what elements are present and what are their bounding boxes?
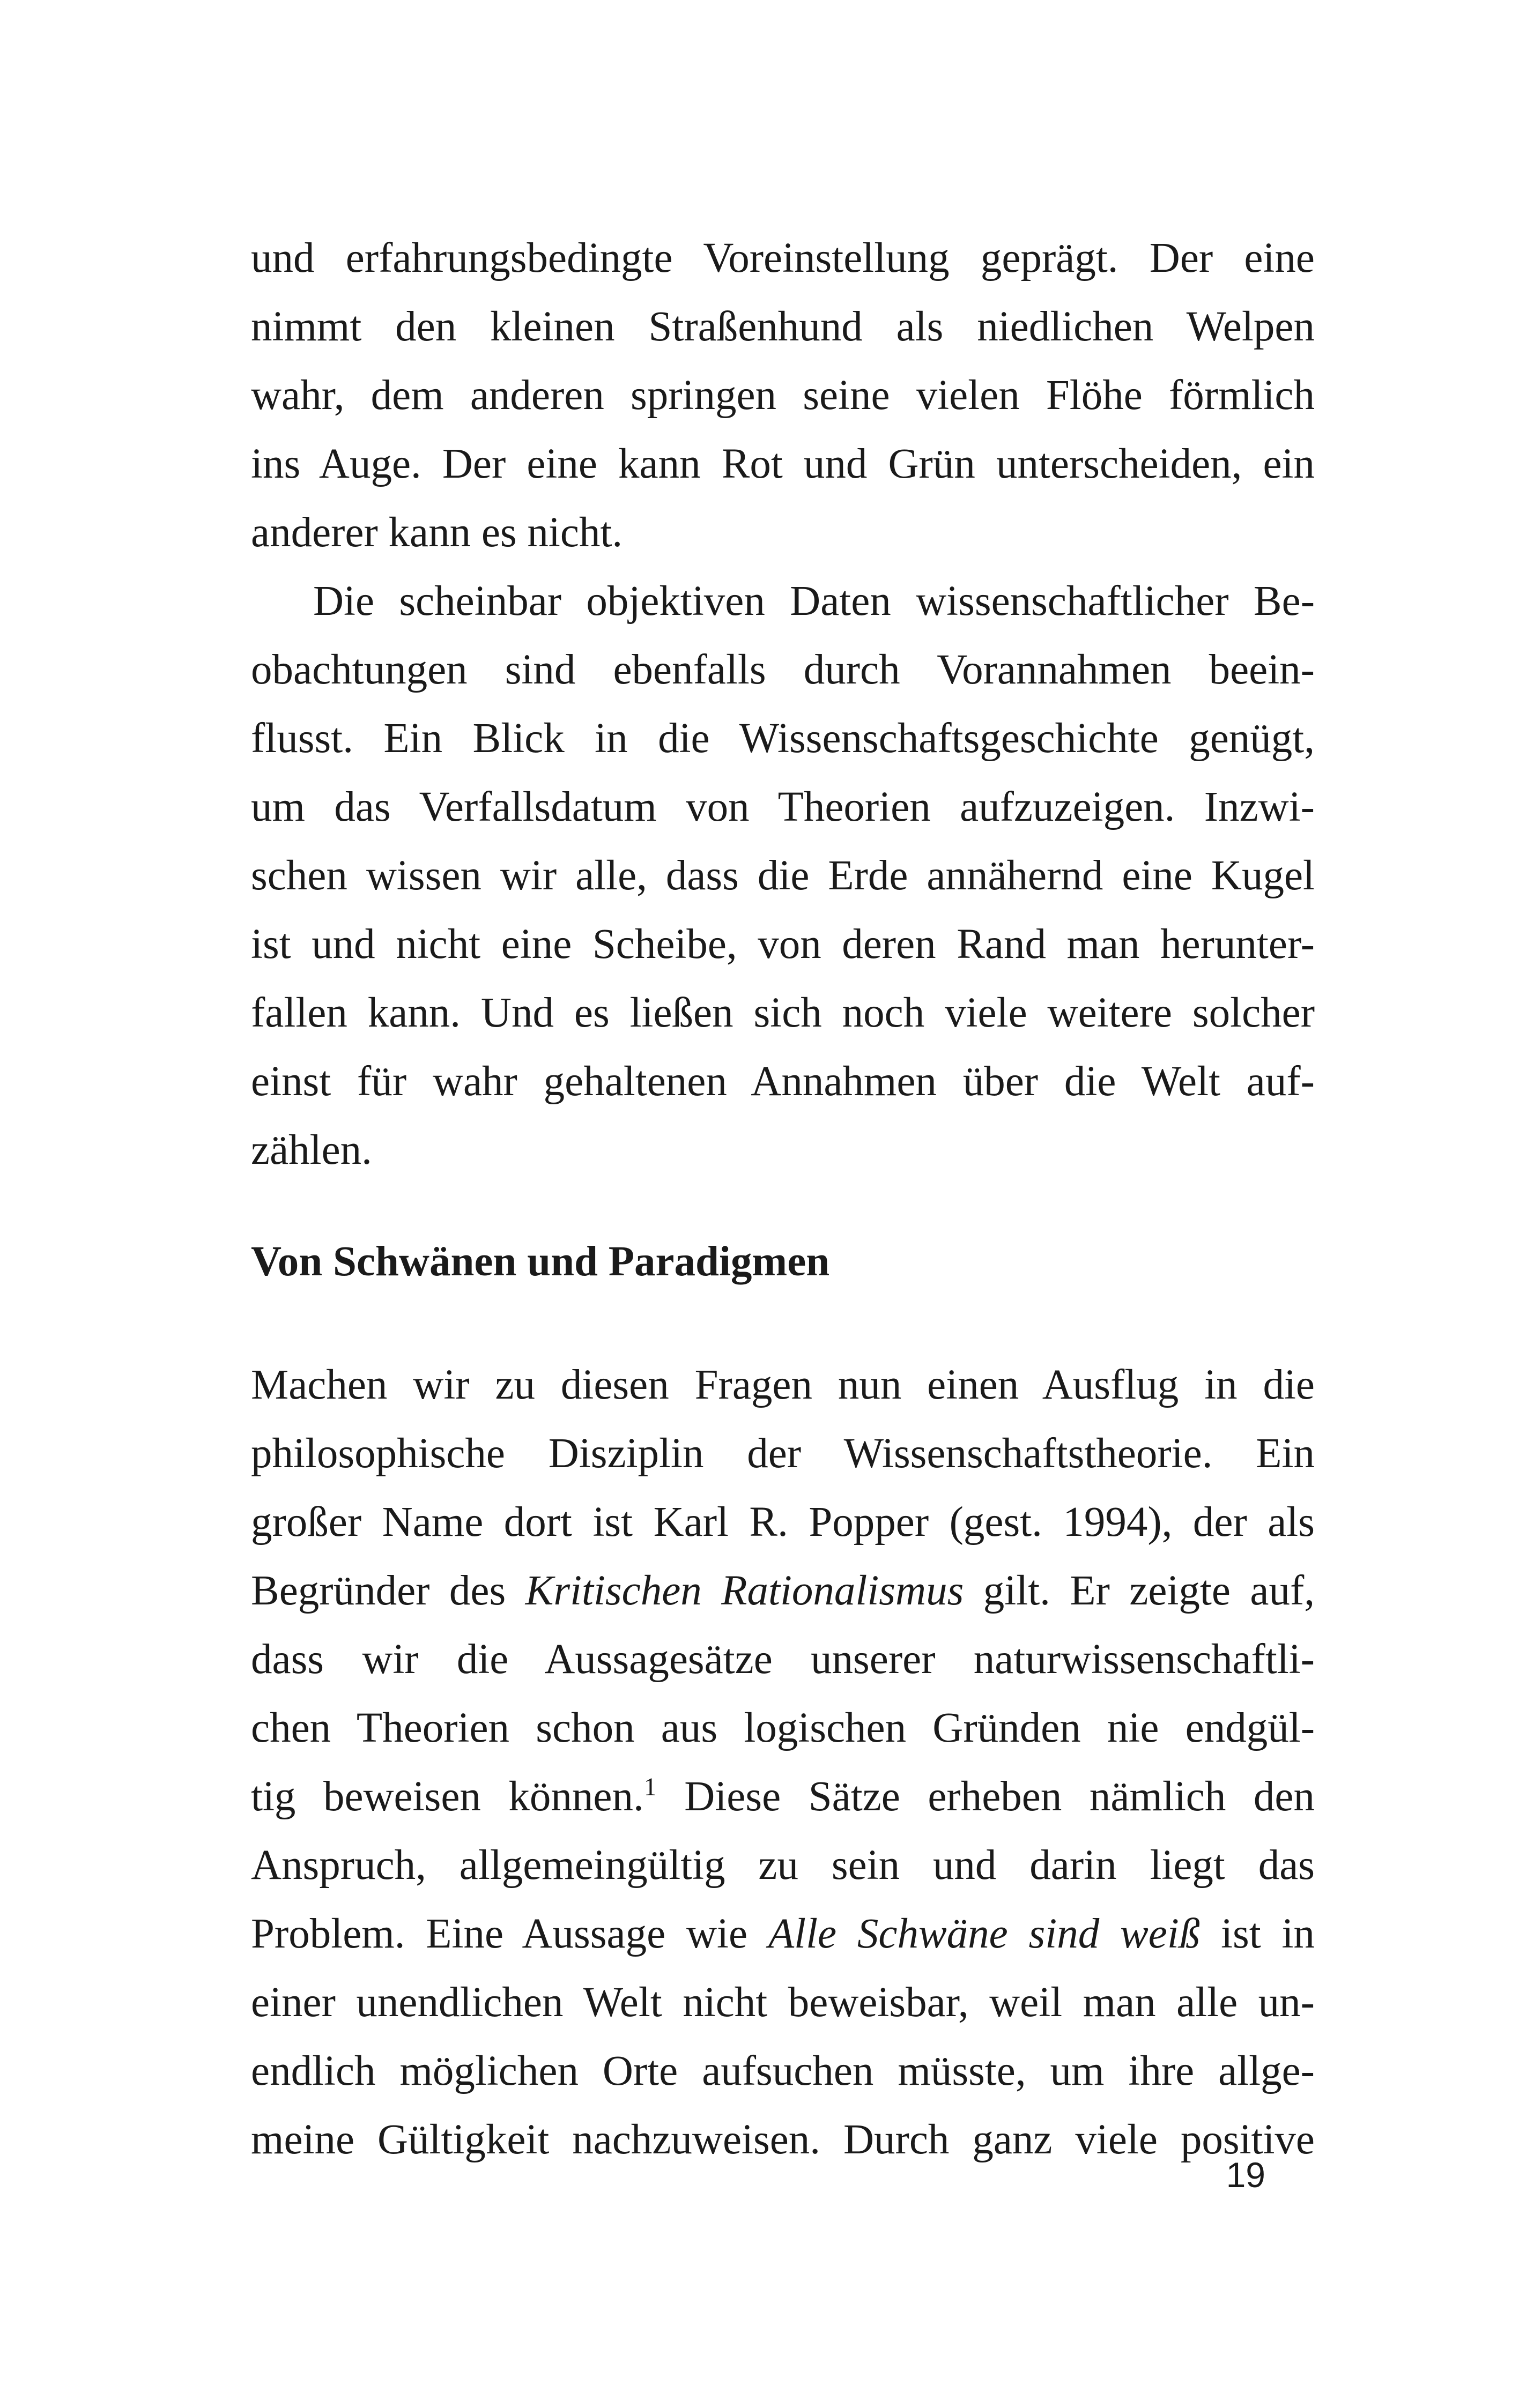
text-line: Machen wir zu diesen Fragen nun einen Ausflug in die	[251, 1362, 1315, 1408]
text-line: dass wir die Aussagesätze unserer naturwissenschaftli-	[251, 1636, 1315, 1683]
text-run: gilt. Er zeigte auf,	[964, 1567, 1315, 1614]
text-line: und erfahrungsbedingte Voreinstellung geprägt. Der eine	[251, 235, 1315, 281]
text-line: wahr, dem anderen springen seine vielen Flöhe förmlich	[251, 372, 1315, 419]
text-line: schen wissen wir alle, dass die Erde annähernd eine Kugel	[251, 852, 1315, 899]
text-line: einst für wahr gehaltenen Annahmen über die Welt auf-	[251, 1058, 1315, 1105]
text-line	[251, 1900, 1315, 1968]
text-line: großer Name dort ist Karl R. Popper (gest. 1994), der als	[251, 1499, 1315, 1545]
text-line	[251, 1763, 1315, 1831]
text-line: fallen kann. Und es ließen sich noch viele weitere solcher	[251, 990, 1315, 1036]
text-line: ist und nicht eine Scheibe, von deren Rand man herunter-	[251, 921, 1315, 968]
section-heading: Von Schwänen und Paradigmen	[251, 1238, 830, 1285]
body-paragraphs-top	[251, 224, 1315, 1185]
text-line: flusst. Ein Blick in die Wissenschaftsgeschichte genügt,	[251, 715, 1315, 762]
text-line: nimmt den kleinen Straßenhund als niedlichen Welpen	[251, 303, 1315, 350]
text-line: anderer kann es nicht.	[251, 509, 623, 556]
text-run: ist in	[1200, 1911, 1315, 1957]
text-line: um das Verfallsdatum von Theorien aufzuzeigen. Inzwi-	[251, 784, 1315, 830]
text-line: endlich möglichen Orte aufsuchen müsste, um ihre allge-	[251, 2048, 1315, 2094]
footnote-marker[interactable]: 1	[643, 1773, 657, 1801]
text-line: einer unendlichen Welt nicht beweisbar, weil man alle un-	[251, 1979, 1315, 2026]
text-run: tig beweisen können.	[251, 1773, 644, 1820]
text-run: Begründer des	[251, 1567, 525, 1614]
text-line: obachtungen sind ebenfalls durch Vorannahmen beein-	[251, 646, 1315, 693]
text-line: Die scheinbar objektiven Daten wissenschaftlicher Be-	[313, 578, 1315, 625]
text-line	[251, 1557, 1315, 1625]
text-line: philosophische Disziplin der Wissenschaftstheorie. Ein	[251, 1430, 1315, 1477]
text-line: Anspruch, allgemeingültig zu sein und darin liegt das	[251, 1842, 1315, 1889]
body-paragraph-bottom	[251, 1351, 1315, 2174]
italic-example: Alle Schwäne sind weiß	[768, 1911, 1201, 1957]
text-line: zählen.	[251, 1127, 372, 1173]
text-line: chen Theorien schon aus logischen Gründen nie endgül-	[251, 1705, 1315, 1751]
text-run: Diese Sätze erheben nämlich den	[656, 1773, 1315, 1820]
text-line: ins Auge. Der eine kann Rot und Grün unterscheiden, ein	[251, 441, 1315, 487]
italic-term: Kritischen Rationalismus	[525, 1567, 964, 1614]
text-run: Problem. Eine Aussage wie	[251, 1911, 768, 1957]
text-line: meine Gültigkeit nachzuweisen. Durch ganz viele positive	[251, 2116, 1315, 2163]
page-number: 19	[1226, 2155, 1265, 2195]
